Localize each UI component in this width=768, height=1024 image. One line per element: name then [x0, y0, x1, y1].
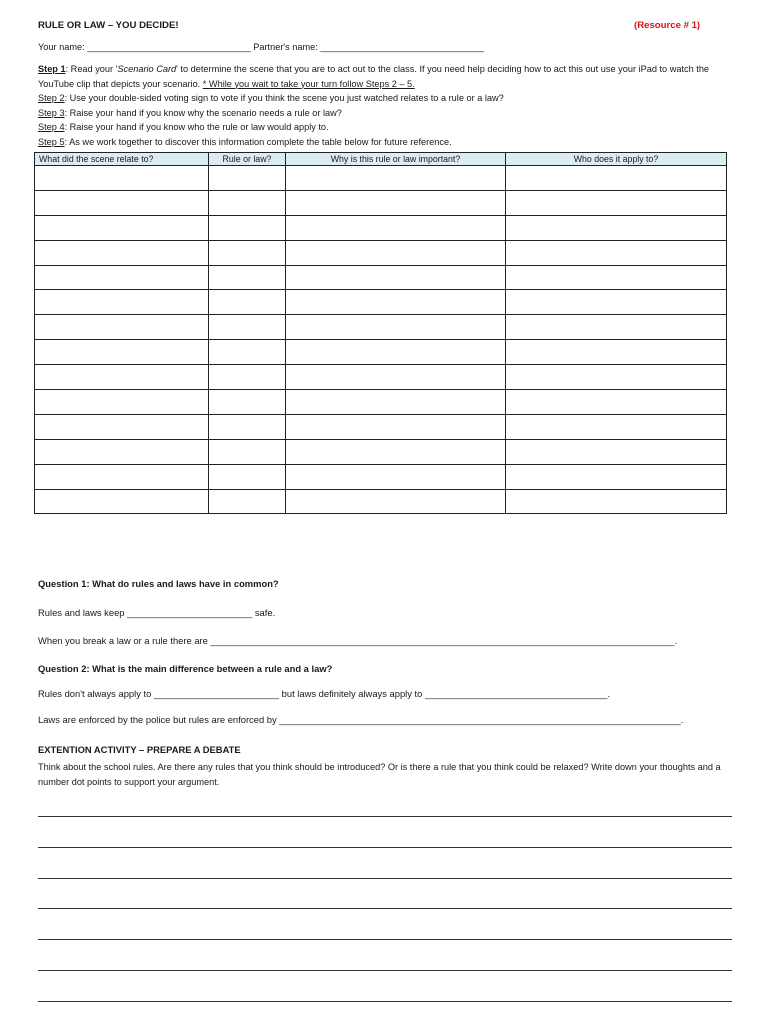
step-3-text: : Raise your hand if you know why the scenario needs a rule or law?	[64, 107, 342, 118]
table-cell[interactable]	[209, 190, 286, 215]
table-cell[interactable]	[286, 190, 506, 215]
table-cell[interactable]	[506, 365, 727, 390]
table-row	[35, 166, 727, 191]
col-header-who-applies: Who does it apply to?	[506, 153, 727, 166]
step-2-text: : Use your double-sided voting sign to vote if you think the scene you just watched relates to a rule or a law?	[64, 93, 504, 103]
table-cell[interactable]	[209, 489, 286, 514]
reference-table	[34, 152, 727, 514]
table-cell[interactable]	[286, 439, 506, 464]
table-cell[interactable]	[506, 340, 727, 365]
step-4-text: : Raise your hand if you know who the rule or law would apply to.	[64, 122, 329, 132]
table-row	[35, 390, 727, 415]
table-cell[interactable]	[506, 290, 727, 315]
table-cell[interactable]	[506, 215, 727, 240]
col-header-scene: What did the scene relate to?	[35, 153, 209, 166]
answer-line[interactable]	[38, 939, 732, 940]
table-cell[interactable]	[286, 489, 506, 514]
table-row	[35, 215, 727, 240]
answer-line[interactable]	[38, 816, 732, 817]
question-2-blank-2[interactable]: Laws are enforced by the police but rules are enforced by _____________________________________________________________________________.	[38, 714, 684, 725]
table-row	[35, 290, 727, 315]
table-row	[35, 240, 727, 265]
table-cell[interactable]	[35, 315, 209, 340]
question-1-heading: Question 1: What do rules and laws have in common?	[38, 578, 279, 589]
table-cell[interactable]	[209, 166, 286, 191]
table-cell[interactable]	[506, 240, 727, 265]
table-cell[interactable]	[506, 190, 727, 215]
answer-line[interactable]	[38, 1001, 732, 1002]
worksheet-title: RULE OR LAW – YOU DECIDE!	[38, 20, 179, 31]
resource-label: (Resource # 1)	[634, 20, 701, 31]
table-cell[interactable]	[286, 365, 506, 390]
table-row	[35, 365, 727, 390]
table-cell[interactable]	[209, 315, 286, 340]
step-1-note: * While you wait to take your turn follow Steps 2 – 5.	[202, 78, 415, 89]
table-cell[interactable]	[35, 190, 209, 215]
answer-line[interactable]	[38, 878, 732, 879]
table-cell[interactable]	[286, 240, 506, 265]
table-cell[interactable]	[35, 414, 209, 439]
table-cell[interactable]	[209, 265, 286, 290]
step-1-text-c: YouTube clip that depicts your scenario.	[38, 78, 203, 89]
table-row	[35, 489, 727, 514]
table-row	[35, 464, 727, 489]
step-3-label: Step 3	[38, 107, 65, 118]
step-2-label: Step 2	[38, 93, 65, 103]
step-4	[38, 120, 744, 135]
step-1	[38, 62, 744, 77]
table-cell[interactable]	[286, 290, 506, 315]
table-cell[interactable]	[506, 489, 727, 514]
table-header-row	[35, 153, 727, 166]
table-cell[interactable]	[209, 215, 286, 240]
table-cell[interactable]	[209, 340, 286, 365]
table-cell[interactable]	[286, 166, 506, 191]
col-header-rule-or-law: Rule or law?	[209, 153, 286, 166]
table-cell[interactable]	[506, 390, 727, 415]
table-cell[interactable]	[35, 290, 209, 315]
step-5-label: Step 5	[38, 136, 65, 147]
table-cell[interactable]	[506, 166, 727, 191]
table-cell[interactable]	[286, 414, 506, 439]
answer-line[interactable]	[38, 970, 732, 971]
step-5	[38, 135, 744, 150]
table-row	[35, 315, 727, 340]
answer-line[interactable]	[38, 908, 732, 909]
table-cell[interactable]	[35, 489, 209, 514]
question-1-blank-1[interactable]: Rules and laws keep ________________________ safe.	[38, 607, 276, 618]
table-cell[interactable]	[209, 464, 286, 489]
table-cell[interactable]	[209, 240, 286, 265]
table-row	[35, 190, 727, 215]
step-1-label: Step 1	[38, 64, 66, 74]
step-4-label: Step 4	[38, 122, 65, 132]
table-row	[35, 414, 727, 439]
table-cell[interactable]	[506, 414, 727, 439]
table-cell[interactable]	[35, 265, 209, 290]
table-cell[interactable]	[506, 464, 727, 489]
table-cell[interactable]	[286, 340, 506, 365]
table-cell[interactable]	[35, 166, 209, 191]
step-1-text-b: ' to determine the scene that you are to act out to the class. If you need help deciding how to act this out use your iPad to watch the	[176, 64, 710, 74]
col-header-why-important: Why is this rule or law important?	[286, 153, 506, 166]
step-5-text: : As we work together to discover this information complete the table below for future reference.	[64, 136, 452, 147]
table-cell[interactable]	[286, 215, 506, 240]
extension-heading: EXTENTION ACTIVITY – PREPARE A DEBATE	[38, 744, 241, 755]
step-1-text-a: : Read your '	[65, 64, 118, 74]
table-cell[interactable]	[35, 365, 209, 390]
table-row	[35, 265, 727, 290]
table-cell[interactable]	[209, 414, 286, 439]
question-2-blank-1[interactable]: Rules don't always apply to ________________________ but laws definitely always apply to ___________________________________.	[38, 688, 611, 699]
question-1-blank-2[interactable]: When you break a law or a rule there are _________________________________________________________________________________________.	[38, 635, 678, 646]
name-fields[interactable]: Your name: ________________________________ Partner's name: ________________________________	[38, 42, 484, 52]
table-cell[interactable]	[209, 439, 286, 464]
question-2-heading: Question 2: What is the main difference between a rule and a law?	[38, 663, 333, 674]
table-cell[interactable]	[286, 315, 506, 340]
table-cell[interactable]	[35, 215, 209, 240]
table-body	[35, 166, 727, 514]
table-cell[interactable]	[35, 240, 209, 265]
step-1-scenario-card: Scenario Card	[117, 64, 177, 74]
table-cell[interactable]	[286, 464, 506, 489]
step-3	[38, 106, 744, 121]
table-cell[interactable]	[506, 439, 727, 464]
table-cell[interactable]	[286, 390, 506, 415]
steps-instructions	[38, 62, 744, 149]
table-cell[interactable]	[35, 464, 209, 489]
step-2	[38, 91, 744, 106]
table-cell[interactable]	[209, 365, 286, 390]
step-1-continued	[38, 77, 744, 92]
table-cell[interactable]	[35, 390, 209, 415]
table-cell[interactable]	[35, 340, 209, 365]
extension-instructions: Think about the school rules. Are there any rules that you think should be introduced? Or is there a rule that you think could be relaxed? Write down your thoughts and a number dot points to support your argument.	[38, 762, 721, 787]
table-cell[interactable]	[209, 290, 286, 315]
table-cell[interactable]	[286, 265, 506, 290]
answer-line[interactable]	[38, 847, 732, 848]
table-cell[interactable]	[209, 390, 286, 415]
table-cell[interactable]	[35, 439, 209, 464]
table-row	[35, 340, 727, 365]
table-row	[35, 439, 727, 464]
table-cell[interactable]	[506, 315, 727, 340]
table-cell[interactable]	[506, 265, 727, 290]
